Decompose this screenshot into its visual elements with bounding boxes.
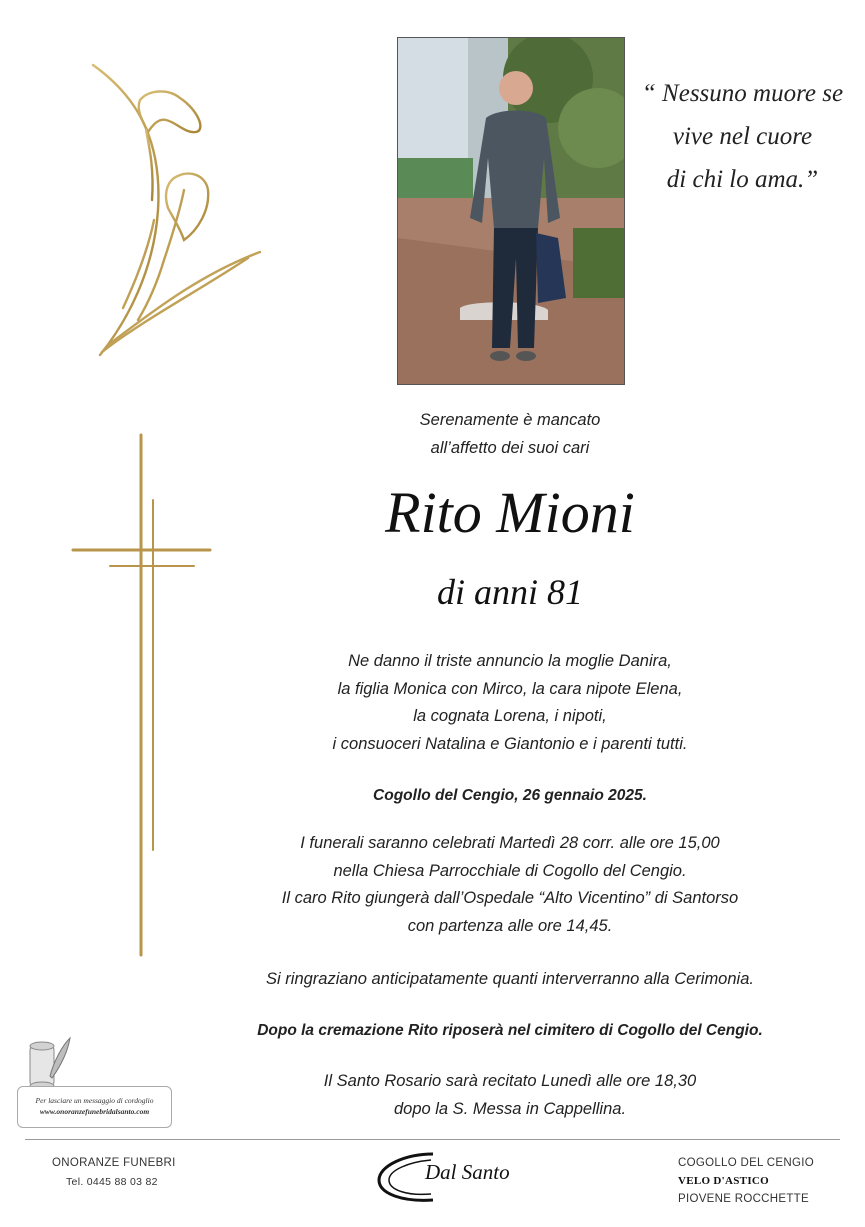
- condolence-text: Per lasciare un messaggio di cordoglio: [35, 1096, 154, 1105]
- intro-text: [260, 406, 760, 462]
- location-item: PIOVENE ROCCHETTE: [678, 1193, 809, 1205]
- announcement-line: la cognata Lorena, i nipoti,: [413, 707, 607, 725]
- location-item: VELO D'ASTICO: [678, 1175, 770, 1187]
- funeral-info: [210, 830, 810, 940]
- quote: [640, 72, 845, 201]
- announcement: [210, 648, 810, 758]
- footer-phone: Tel. 0445 88 03 82: [66, 1176, 158, 1188]
- thanks-text: Si ringraziano anticipatamente quanti interverranno alla Cerimonia.: [266, 970, 754, 988]
- logo-text: Dal Santo: [425, 1160, 510, 1184]
- quote-line: di chi lo ama.”: [666, 166, 819, 193]
- funeral-line: con partenza alle ore 14,45.: [407, 916, 613, 935]
- deceased-age: di anni 81: [436, 572, 583, 612]
- announcement-line: Ne danno il triste annuncio la moglie Danira,: [348, 652, 672, 670]
- place-date: Cogollo del Cengio, 26 gennaio 2025.: [373, 787, 647, 804]
- announcement-line: la figlia Monica con Mirco, la cara nipote Elena,: [337, 679, 683, 698]
- deceased-name: Rito Mioni: [385, 480, 635, 545]
- condolence-url[interactable]: www.onoranzefunebridalsanto.com: [39, 1107, 150, 1116]
- quote-line: vive nel cuore: [672, 123, 813, 150]
- quote-line: “ Nessuno muore se: [641, 80, 844, 107]
- deceased-photo: [397, 37, 625, 385]
- funeral-line: Il caro Rito giungerà dall’Ospedale “Alto Vicentino” di Santorso: [281, 889, 739, 907]
- footer-company: ONORANZE FUNEBRI: [52, 1157, 176, 1169]
- cremation-text: Dopo la cremazione Rito riposerà nel cimitero di Cogollo del Cengio.: [257, 1022, 763, 1039]
- announcement-line: i consuoceri Natalina e Giantonio e i parenti tutti.: [332, 734, 688, 753]
- calla-lily-icon: [88, 60, 268, 365]
- funeral-line: nella Chiesa Parrocchiale di Cogollo del Cengio.: [333, 861, 687, 880]
- rosary-info: [210, 1068, 810, 1123]
- location-item: COGOLLO DEL CENGIO: [678, 1157, 814, 1169]
- footer-locations: [678, 1154, 814, 1208]
- cross-icon: [70, 430, 215, 960]
- intro-line: Serenamente è mancato: [419, 411, 601, 429]
- funeral-line: I funerali saranno celebrati Martedì 28 corr. alle ore 15,00: [300, 834, 720, 852]
- intro-line: all’affetto dei suoi cari: [430, 439, 590, 457]
- rosary-line: Il Santo Rosario sarà recitato Lunedì alle ore 18,30: [323, 1072, 697, 1090]
- rosary-line: dopo la S. Messa in Cappellina.: [393, 1099, 627, 1118]
- footer-divider: [25, 1139, 840, 1140]
- quill-scroll-icon: [24, 1036, 74, 1092]
- condolence-link-box[interactable]: [17, 1086, 172, 1128]
